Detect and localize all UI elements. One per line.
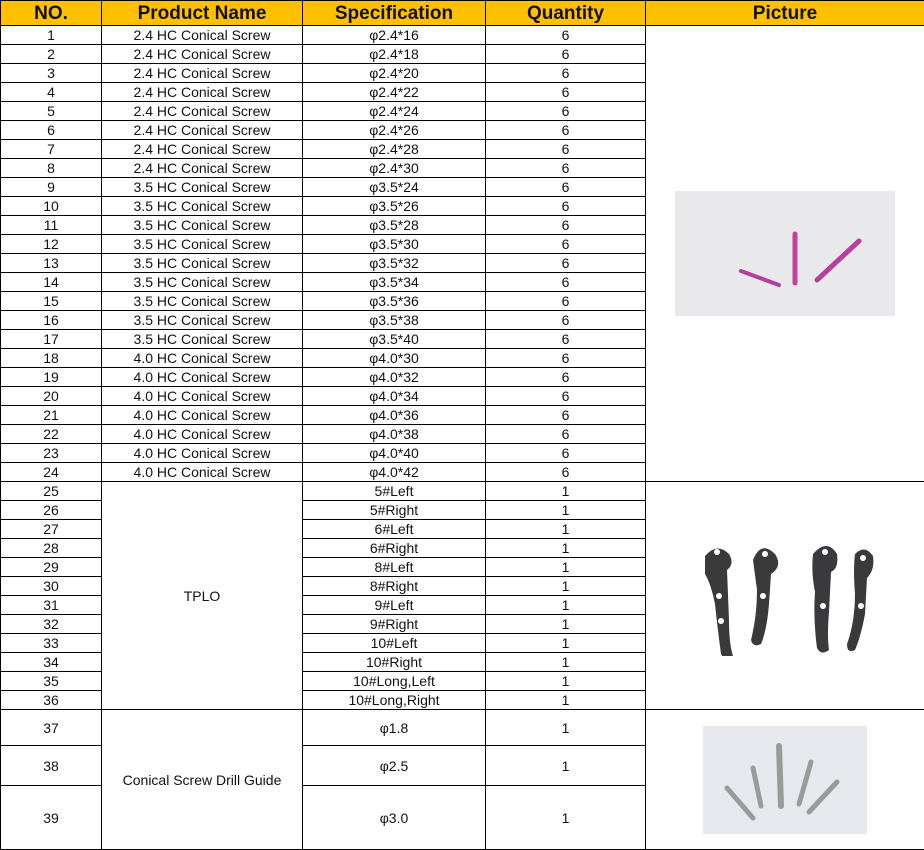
- specification: φ3.0: [303, 786, 486, 850]
- quantity: 1: [486, 520, 646, 539]
- specification: φ2.5: [303, 746, 486, 786]
- specification: 5#Left: [303, 482, 486, 501]
- quantity: 1: [486, 653, 646, 672]
- quantity: 1: [486, 786, 646, 850]
- quantity: 6: [486, 216, 646, 235]
- table-row: [1, 482, 924, 501]
- header-no: NO.: [1, 1, 102, 26]
- row-number: 9: [1, 178, 102, 197]
- conical-screws-photo: [646, 26, 924, 482]
- header-quantity: Quantity: [486, 1, 646, 26]
- row-number: 35: [1, 672, 102, 691]
- specification: φ3.5*30: [303, 235, 486, 254]
- specification: φ3.5*36: [303, 292, 486, 311]
- row-number: 30: [1, 577, 102, 596]
- quantity: 1: [486, 672, 646, 691]
- quantity: 6: [486, 64, 646, 83]
- quantity: 1: [486, 577, 646, 596]
- row-number: 38: [1, 746, 102, 786]
- specification: φ4.0*30: [303, 349, 486, 368]
- row-number: 24: [1, 463, 102, 482]
- quantity: 6: [486, 311, 646, 330]
- product-name: TPLO: [102, 482, 303, 710]
- row-number: 29: [1, 558, 102, 577]
- row-number: 12: [1, 235, 102, 254]
- quantity: 6: [486, 26, 646, 45]
- product-name: 3.5 HC Conical Screw: [102, 254, 303, 273]
- row-number: 8: [1, 159, 102, 178]
- product-name: 3.5 HC Conical Screw: [102, 216, 303, 235]
- quantity: 6: [486, 178, 646, 197]
- product-name: 3.5 HC Conical Screw: [102, 235, 303, 254]
- product-name: 2.4 HC Conical Screw: [102, 121, 303, 140]
- tplo-plates-photo: [646, 482, 924, 710]
- quantity: 6: [486, 197, 646, 216]
- quantity: 6: [486, 349, 646, 368]
- product-name: 2.4 HC Conical Screw: [102, 159, 303, 178]
- row-number: 28: [1, 539, 102, 558]
- quantity: 1: [486, 596, 646, 615]
- product-name: 2.4 HC Conical Screw: [102, 140, 303, 159]
- quantity: 6: [486, 83, 646, 102]
- drill-guide-image: [703, 726, 867, 834]
- product-name: 4.0 HC Conical Screw: [102, 368, 303, 387]
- header-product-name: Product Name: [102, 1, 303, 26]
- row-number: 17: [1, 330, 102, 349]
- specification: 9#Left: [303, 596, 486, 615]
- quantity: 1: [486, 501, 646, 520]
- row-number: 31: [1, 596, 102, 615]
- quantity: 1: [486, 691, 646, 710]
- table-body: [1, 26, 924, 850]
- specification: φ3.5*24: [303, 178, 486, 197]
- quantity: 6: [486, 140, 646, 159]
- row-number: 3: [1, 64, 102, 83]
- specification: 8#Right: [303, 577, 486, 596]
- row-number: 20: [1, 387, 102, 406]
- product-name: 2.4 HC Conical Screw: [102, 45, 303, 64]
- quantity: 6: [486, 330, 646, 349]
- row-number: 7: [1, 140, 102, 159]
- specification: 8#Left: [303, 558, 486, 577]
- quantity: 6: [486, 425, 646, 444]
- specification: 5#Right: [303, 501, 486, 520]
- row-number: 5: [1, 102, 102, 121]
- specification: φ2.4*16: [303, 26, 486, 45]
- specification: φ3.5*28: [303, 216, 486, 235]
- specification: φ3.5*38: [303, 311, 486, 330]
- row-number: 11: [1, 216, 102, 235]
- product-name: 4.0 HC Conical Screw: [102, 349, 303, 368]
- specification: φ4.0*40: [303, 444, 486, 463]
- row-number: 37: [1, 710, 102, 746]
- specification: φ2.4*28: [303, 140, 486, 159]
- specification: φ3.5*40: [303, 330, 486, 349]
- quantity: 6: [486, 387, 646, 406]
- specification: φ4.0*34: [303, 387, 486, 406]
- product-name: 4.0 HC Conical Screw: [102, 425, 303, 444]
- quantity: 6: [486, 368, 646, 387]
- specification: φ4.0*36: [303, 406, 486, 425]
- quantity: 6: [486, 235, 646, 254]
- specification: φ1.8: [303, 710, 486, 746]
- product-name: 3.5 HC Conical Screw: [102, 292, 303, 311]
- header-row: [1, 1, 924, 26]
- row-number: 22: [1, 425, 102, 444]
- row-number: 34: [1, 653, 102, 672]
- quantity: 6: [486, 121, 646, 140]
- quantity: 6: [486, 444, 646, 463]
- row-number: 16: [1, 311, 102, 330]
- row-number: 27: [1, 520, 102, 539]
- quantity: 6: [486, 406, 646, 425]
- row-number: 1: [1, 26, 102, 45]
- table-row: [1, 26, 924, 45]
- drill-guide-photo: [646, 710, 924, 850]
- quantity: 1: [486, 634, 646, 653]
- specification: φ4.0*32: [303, 368, 486, 387]
- row-number: 15: [1, 292, 102, 311]
- row-number: 10: [1, 197, 102, 216]
- specification: 10#Long,Left: [303, 672, 486, 691]
- product-name: 4.0 HC Conical Screw: [102, 406, 303, 425]
- row-number: 23: [1, 444, 102, 463]
- product-name: 3.5 HC Conical Screw: [102, 178, 303, 197]
- product-name: 3.5 HC Conical Screw: [102, 330, 303, 349]
- specification: φ2.4*26: [303, 121, 486, 140]
- quantity: 1: [486, 710, 646, 746]
- product-name: 3.5 HC Conical Screw: [102, 197, 303, 216]
- row-number: 18: [1, 349, 102, 368]
- product-name: 4.0 HC Conical Screw: [102, 444, 303, 463]
- specification: φ2.4*22: [303, 83, 486, 102]
- specification: φ3.5*34: [303, 273, 486, 292]
- header-picture: Picture: [646, 1, 924, 26]
- specification: 10#Long,Right: [303, 691, 486, 710]
- quantity: 6: [486, 254, 646, 273]
- quantity: 1: [486, 746, 646, 786]
- tplo-plates-image: [695, 536, 875, 656]
- row-number: 19: [1, 368, 102, 387]
- row-number: 21: [1, 406, 102, 425]
- product-name: 2.4 HC Conical Screw: [102, 102, 303, 121]
- row-number: 13: [1, 254, 102, 273]
- row-number: 4: [1, 83, 102, 102]
- product-name: 4.0 HC Conical Screw: [102, 387, 303, 406]
- quantity: 6: [486, 102, 646, 121]
- row-number: 33: [1, 634, 102, 653]
- specification: 9#Right: [303, 615, 486, 634]
- quantity: 1: [486, 539, 646, 558]
- quantity: 1: [486, 558, 646, 577]
- table-row: [1, 710, 924, 746]
- product-name: 2.4 HC Conical Screw: [102, 83, 303, 102]
- row-number: 2: [1, 45, 102, 64]
- specification: φ3.5*26: [303, 197, 486, 216]
- row-number: 25: [1, 482, 102, 501]
- row-number: 14: [1, 273, 102, 292]
- product-name: 4.0 HC Conical Screw: [102, 463, 303, 482]
- product-name: 3.5 HC Conical Screw: [102, 273, 303, 292]
- specification: φ2.4*20: [303, 64, 486, 83]
- quantity: 6: [486, 159, 646, 178]
- product-name: 2.4 HC Conical Screw: [102, 64, 303, 83]
- row-number: 36: [1, 691, 102, 710]
- quantity: 6: [486, 45, 646, 64]
- quantity: 6: [486, 463, 646, 482]
- row-number: 26: [1, 501, 102, 520]
- product-name: 2.4 HC Conical Screw: [102, 26, 303, 45]
- specification: 10#Left: [303, 634, 486, 653]
- specification: 10#Right: [303, 653, 486, 672]
- row-number: 32: [1, 615, 102, 634]
- conical-screws-image: [675, 191, 895, 316]
- quantity: 1: [486, 482, 646, 501]
- quantity: 6: [486, 273, 646, 292]
- specification: φ4.0*42: [303, 463, 486, 482]
- row-number: 39: [1, 786, 102, 850]
- specification: 6#Right: [303, 539, 486, 558]
- specification: φ2.4*24: [303, 102, 486, 121]
- specification: φ3.5*32: [303, 254, 486, 273]
- specification: φ2.4*30: [303, 159, 486, 178]
- header-specification: Specification: [303, 1, 486, 26]
- specification: φ4.0*38: [303, 425, 486, 444]
- quantity: 6: [486, 292, 646, 311]
- specification: 6#Left: [303, 520, 486, 539]
- row-number: 6: [1, 121, 102, 140]
- product-name: Conical Screw Drill Guide: [102, 710, 303, 850]
- specification: φ2.4*18: [303, 45, 486, 64]
- quantity: 1: [486, 615, 646, 634]
- product-name: 3.5 HC Conical Screw: [102, 311, 303, 330]
